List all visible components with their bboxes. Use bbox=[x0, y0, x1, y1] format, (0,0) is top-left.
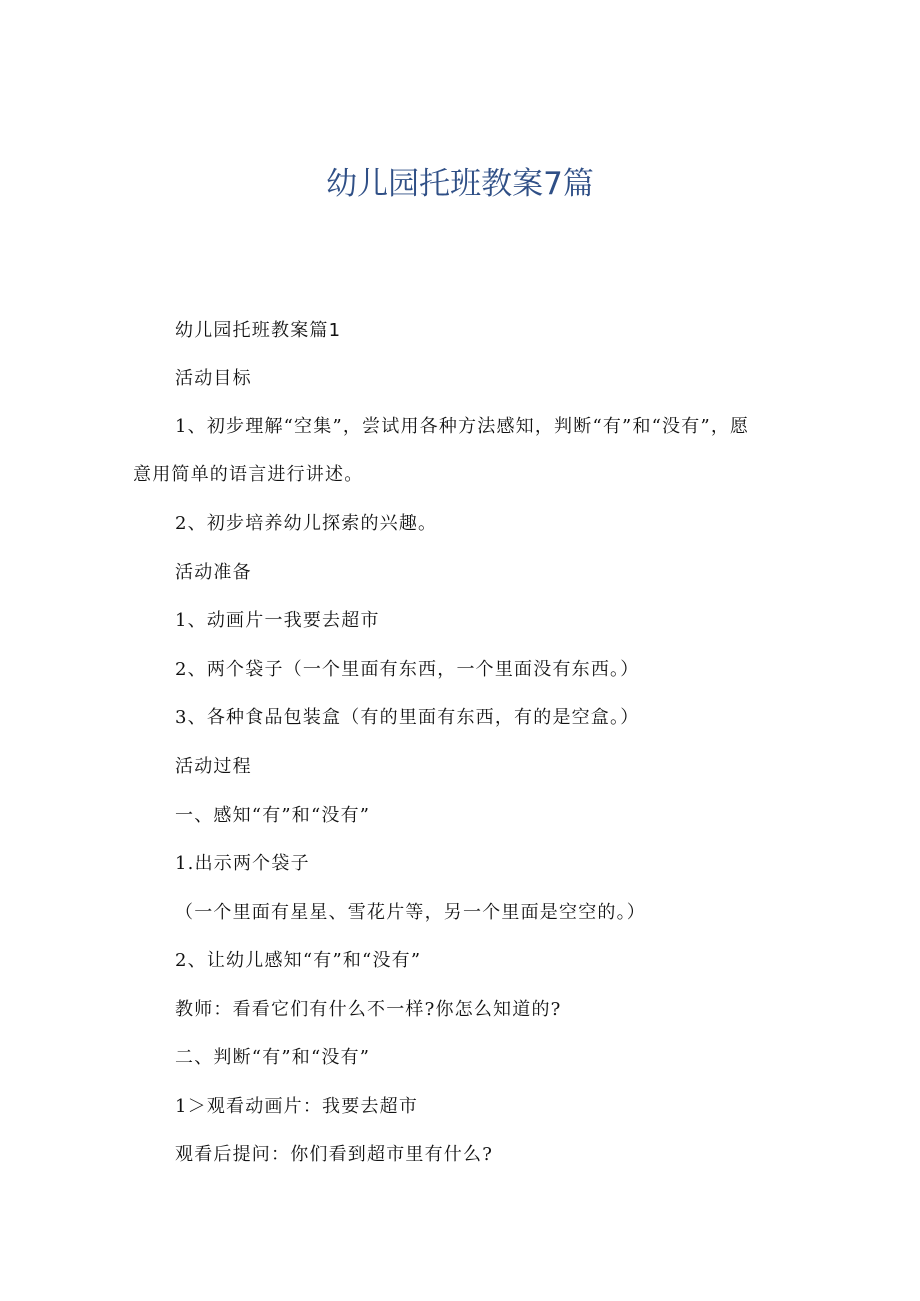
process-line-1: 1.出示两个袋子 bbox=[175, 853, 310, 874]
process-line-4: 教师：看看它们有什么不一样?你怎么知道的? bbox=[175, 999, 562, 1020]
process-step-2: 二、判断“有”和“没有” bbox=[175, 1047, 371, 1068]
prep-line-3: 3、各种食品包装盒（有的里面有东西，有的是空盒。） bbox=[175, 707, 640, 728]
document-title: 幼儿园托班教案7篇 bbox=[326, 166, 594, 202]
process-line-5: 1＞观看动画片：我要去超市 bbox=[175, 1096, 419, 1117]
goal-line-2: 2、初步培养幼儿探索的兴趣。 bbox=[175, 513, 438, 534]
process-line-2: （一个里面有星星、雪花片等，另一个里面是空空的。） bbox=[175, 902, 646, 923]
section-title: 幼儿园托班教案篇1 bbox=[175, 320, 342, 341]
prep-line-2: 2、两个袋子（一个里面有东西，一个里面没有东西。） bbox=[175, 659, 640, 680]
process-line-3: 2、让幼儿感知“有”和“没有” bbox=[175, 950, 422, 971]
process-step-1: 一、感知“有”和“没有” bbox=[175, 805, 371, 826]
prep-line-1: 1、动画片一我要去超市 bbox=[175, 610, 380, 631]
process-line-6: 观看后提问：你们看到超市里有什么? bbox=[175, 1144, 494, 1165]
heading-activity-process: 活动过程 bbox=[175, 756, 252, 777]
heading-activity-preparation: 活动准备 bbox=[175, 562, 252, 583]
goal-paragraph-1: 1、初步理解“空集”，尝试用各种方法感知，判断“有”和“没有”，愿意用简单的语言进行讲述。 bbox=[133, 416, 750, 485]
heading-activity-goals: 活动目标 bbox=[175, 368, 252, 389]
